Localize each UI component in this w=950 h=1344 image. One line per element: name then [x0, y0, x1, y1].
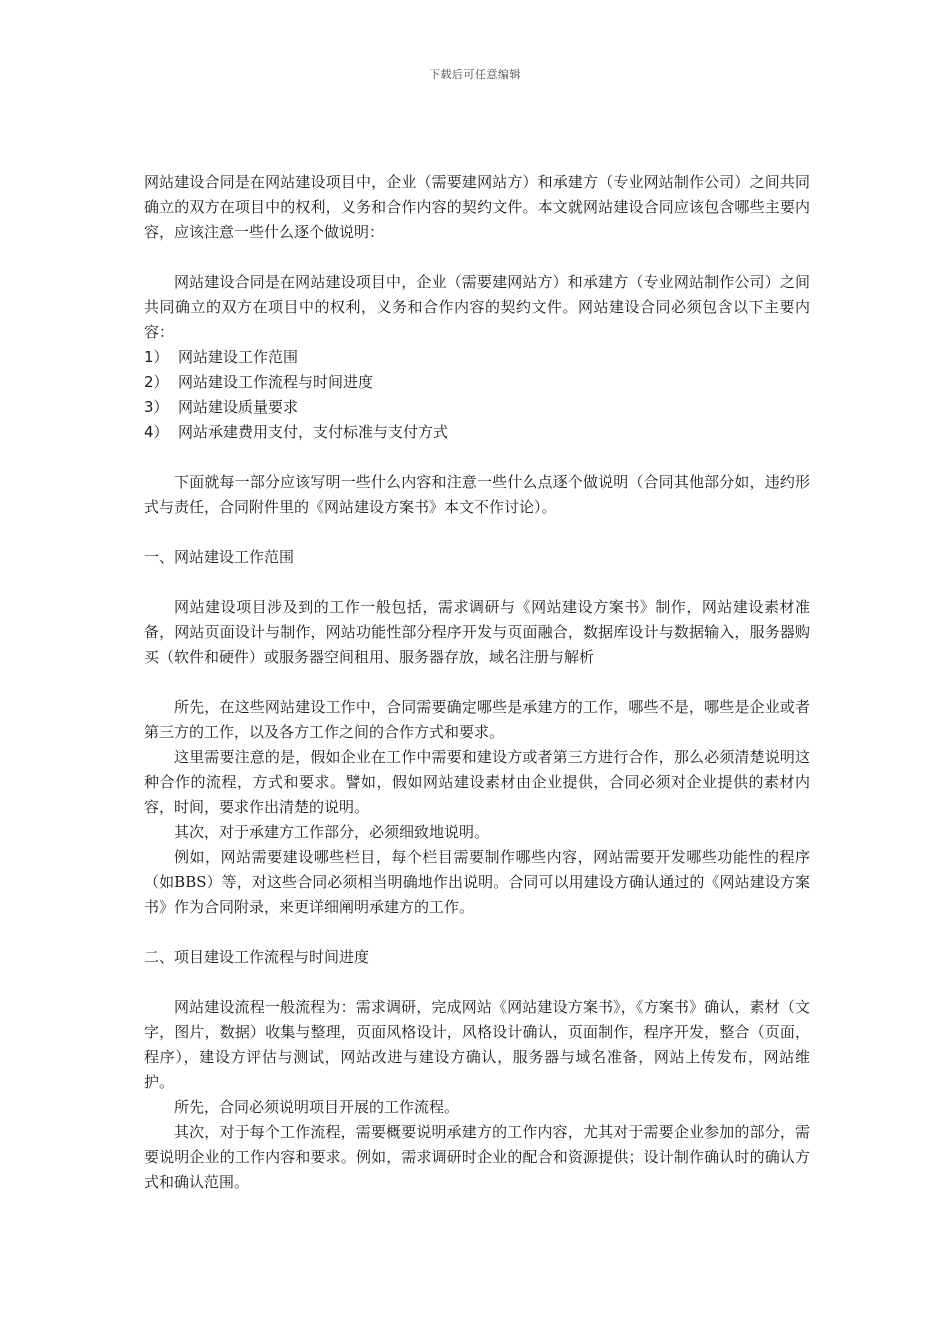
section1-paragraph: 例如，网站需要建设哪些栏目，每个栏目需要制作哪些内容，网站需要开发哪些功能性的程序（如BBS）等，对这些合同必须相当明确地作出说明。合同可以用建设方确认通过的《网站建设方案书》作为合同附录，来更详细阐明承建方的工作。 — [144, 848, 810, 916]
document-body — [144, 170, 810, 1195]
section2-paragraph: 其次，对于每个工作流程，需要概要说明承建方的工作内容，尤其对于需要企业参加的部分，需要说明企业的工作内容和要求。例如，需求调研时企业的配合和资源提供；设计制作确认时的确认方式和确认范围。 — [144, 1123, 810, 1191]
section1-paragraph: 所先，在这些网站建设工作中，合同需要确定哪些是承建方的工作，哪些不是，哪些是企业或者第三方的工作，以及各方工作之间的合作方式和要求。 — [144, 698, 810, 741]
section2-paragraph: 所先，合同必须说明项目开展的工作流程。 — [174, 1098, 460, 1116]
paragraph-gap — [144, 245, 810, 270]
list-number: 2） — [144, 373, 169, 391]
paragraph-gap — [144, 445, 810, 470]
section1-paragraph: 网站建设项目涉及到的工作一般包括，需求调研与《网站建设方案书》制作，网站建设素材准备，网站页面设计与制作，网站功能性部分程序开发与页面融合，数据库设计与数据输入，服务器购买（软件和硬件）或服务器空间租用、服务器存放，域名注册与解析 — [144, 598, 810, 666]
section-heading: 一、网站建设工作范围 — [144, 548, 295, 566]
list-number: 4） — [144, 423, 169, 441]
paragraph-gap — [144, 670, 810, 695]
main-paragraph: 网站建设合同是在网站建设项目中，企业（需要建网站方）和承建方（专业网站制作公司）之间共同确立的双方在项目中的权利，义务和合作内容的契约文件。网站建设合同必须包含以下主要内容： — [144, 273, 810, 341]
section1-paragraph: 这里需要注意的是，假如企业在工作中需要和建设方或者第三方进行合作，那么必须清楚说明这种合作的流程，方式和要求。譬如，假如网站建设素材由企业提供，合同必须对企业提供的素材内容，时间，要求作出清楚的说明。 — [144, 748, 810, 816]
section2-paragraph: 网站建设流程一般流程为：需求调研，完成网站《网站建设方案书》，《方案书》确认，素材（文字，图片，数据）收集与整理，页面风格设计，风格设计确认，页面制作，程序开发，整合（页面，程序），建设方评估与测试，网站改进与建设方确认，服务器与域名准备，网站上传发布，网站维护。 — [144, 998, 810, 1091]
paragraph-gap — [144, 570, 810, 595]
list-item — [144, 370, 810, 395]
list-number: 3） — [144, 398, 169, 416]
list-number: 1） — [144, 348, 169, 366]
list-text: 网站承建费用支付，支付标准与支付方式 — [178, 423, 449, 441]
paragraph-gap — [144, 970, 810, 995]
page-header: 下载后可任意编辑 — [429, 68, 521, 81]
list-item — [144, 420, 810, 445]
list-item — [144, 345, 810, 370]
section-heading: 二、项目建设工作流程与时间进度 — [144, 948, 370, 966]
paragraph-gap — [144, 520, 810, 545]
list-text: 网站建设质量要求 — [178, 398, 299, 416]
paragraph-gap — [144, 920, 810, 945]
section1-paragraph: 其次，对于承建方工作部分，必须细致地说明。 — [174, 823, 490, 841]
list-text: 网站建设工作流程与时间进度 — [178, 373, 374, 391]
list-item — [144, 395, 810, 420]
intro-paragraph: 网站建设合同是在网站建设项目中，企业（需要建网站方）和承建方（专业网站制作公司）之间共同确立的双方在项目中的权利，义务和合作内容的契约文件。本文就网站建设合同应该包含哪些主要内容，应该注意一些什么逐个做说明： — [144, 173, 810, 241]
below-paragraph: 下面就每一部分应该写明一些什么内容和注意一些什么点逐个做说明（合同其他部分如，违约形式与责任，合同附件里的《网站建设方案书》本文不作讨论）。 — [144, 473, 810, 516]
list-text: 网站建设工作范围 — [178, 348, 299, 366]
